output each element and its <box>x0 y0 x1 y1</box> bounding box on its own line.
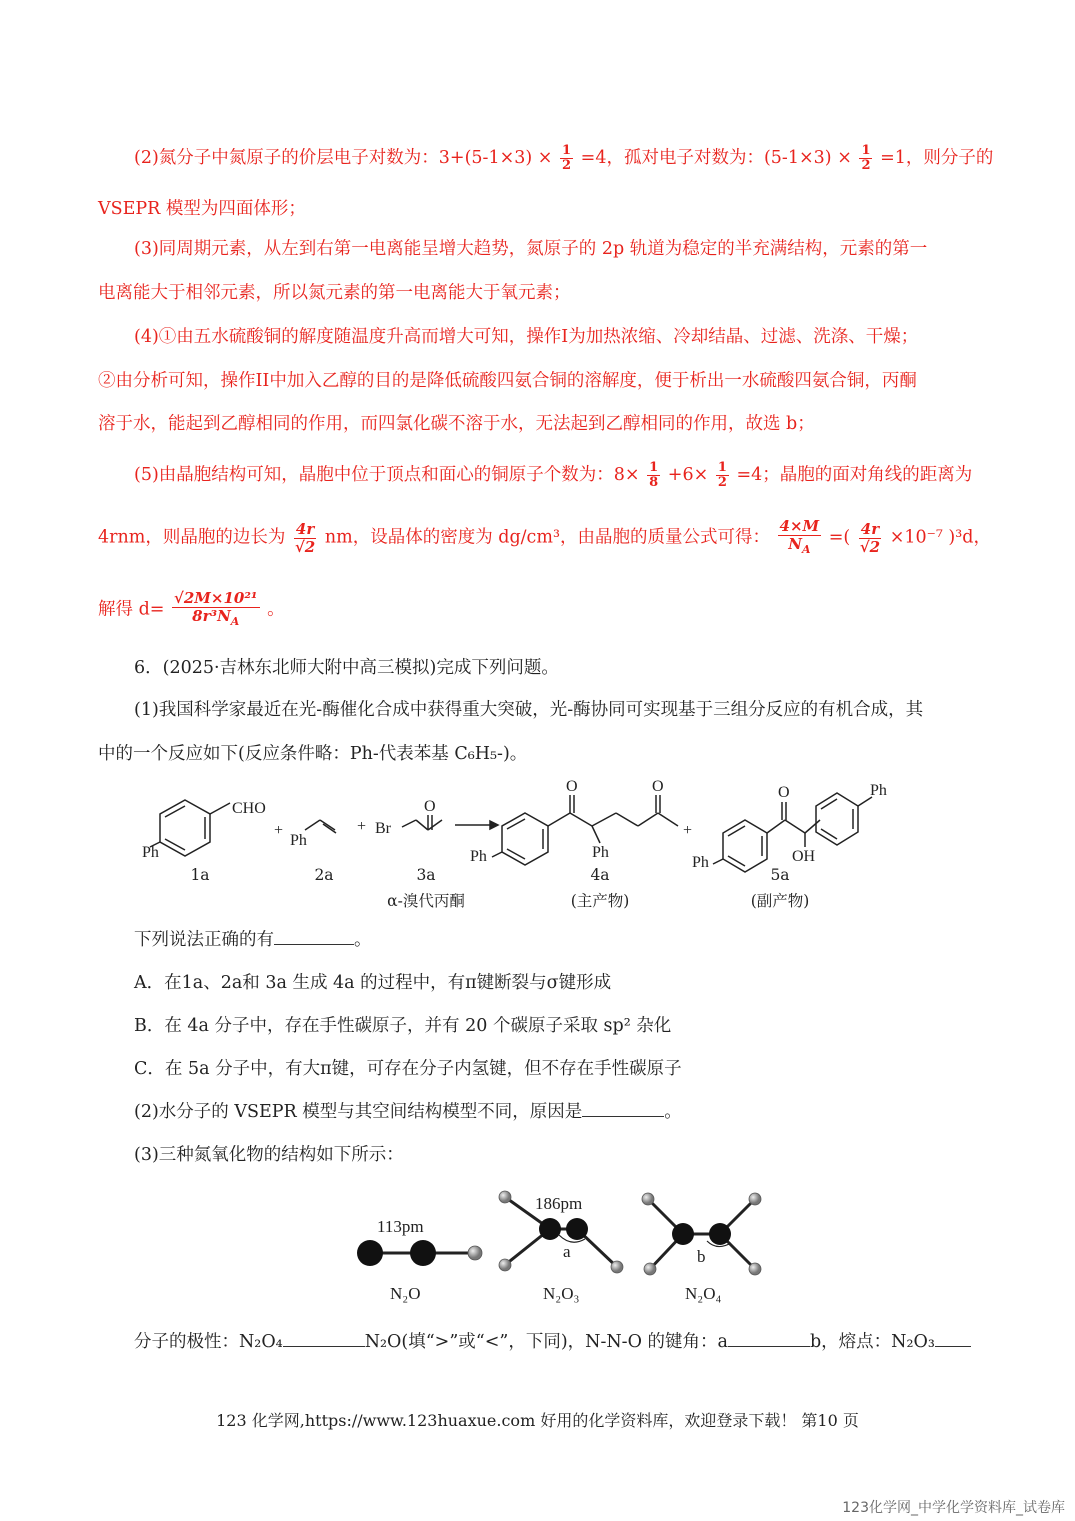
oxygen-atom <box>749 1263 761 1275</box>
frac-num: 1 <box>717 460 727 475</box>
frac-den-sub: A <box>801 543 811 556</box>
oh-label: OH <box>792 848 816 865</box>
ph-label: Ph <box>470 848 487 865</box>
formula-n2o: N₂O <box>390 1284 421 1303</box>
question-3: (3)三种氮氧化物的结构如下所示： <box>134 1145 404 1165</box>
ph-label: Ph <box>142 844 159 861</box>
nitrogen-atom <box>672 1223 694 1245</box>
plus-sign: + <box>274 822 284 839</box>
oxygen-atom <box>499 1259 511 1271</box>
ph-label: Ph <box>592 844 609 861</box>
question-text: b，熔点：N₂O₃ <box>809 1332 935 1352</box>
fraction-edge <box>293 521 317 556</box>
formula-n2o4: N₂O₄ <box>685 1284 722 1303</box>
br-label: Br <box>375 820 391 837</box>
answer-text: 解得 d= <box>98 599 165 620</box>
answer-text: 4rnm，则晶胞的边长为 <box>98 527 286 548</box>
note-5a: (副产物) <box>750 892 810 910</box>
fraction-mass <box>778 518 822 558</box>
frac-den: 8 <box>649 475 659 490</box>
frac-num: 1 <box>562 143 572 158</box>
benzene-ring-4a <box>502 813 548 865</box>
frac-num: 1 <box>649 460 659 475</box>
fraction-half <box>716 461 729 490</box>
fraction-half <box>859 144 872 173</box>
frac-den: √2 <box>294 537 316 556</box>
note-4a: (主产物) <box>570 892 630 910</box>
answer-blank[interactable] <box>582 1100 664 1117</box>
frac-num: 4r <box>860 519 880 538</box>
question-text: (2)水分子的 VSEPR 模型与其空间结构模型不同，原因是 <box>134 1102 583 1122</box>
frac-num: 1 <box>861 143 871 158</box>
frac-num: √2M×10²¹ <box>174 589 258 607</box>
oxygen-atom <box>644 1263 656 1275</box>
oxygen-atom <box>468 1246 482 1260</box>
option-a: A．在1a、2a和 3a 生成 4a 的过程中，有π键断裂与σ键形成 <box>134 973 612 993</box>
answer-p2-line1 <box>134 144 993 173</box>
answer-p3-line2: 电离能大于相邻元素，所以氮元素的第一电离能大于氧元素； <box>98 283 571 303</box>
ph-label: Ph <box>692 854 709 871</box>
cho-label: CHO <box>232 800 266 817</box>
times-sign: × <box>537 148 553 168</box>
watermark: 123化学网_中学化学资料库_试卷库 <box>842 1500 1065 1516</box>
label-3a: 3a <box>416 866 436 884</box>
answer-text: nm，设晶体的密度为 dg/cm³，由晶胞的质量公式可得： <box>324 527 770 548</box>
frac-den: 2 <box>562 158 572 173</box>
answer-text: ×10⁻⁷ )³d， <box>889 527 991 548</box>
question-3-blanks <box>134 1330 971 1354</box>
answer-p2-line2: VSEPR 模型为四面体形； <box>98 199 306 219</box>
answer-p4-line2: ②由分析可知，操作II中加入乙醇的目的是降低硫酸四氨合铜的溶解度，便于析出一水硫酸四氨合铜，丙酮 <box>98 371 917 391</box>
q6-p1-line2: 中的一个反应如下(反应条件略：Ph-代表苯基 C₆H₅-)。 <box>98 744 528 764</box>
plus-sign: + <box>357 818 367 835</box>
answer-p5-line3 <box>98 590 285 630</box>
angle-b-label: b <box>697 1247 706 1266</box>
fraction-half <box>560 144 573 173</box>
o-label: O <box>778 784 790 801</box>
answer-text: =1，则分子的 <box>880 148 994 168</box>
answer-p3-line1: (3)同周期元素，从左到右第一电离能呈增大趋势，氮原子的 2p 轨道为稳定的半充满结构，元素的第一 <box>134 239 928 259</box>
answer-blank[interactable] <box>935 1330 971 1347</box>
frac-den: 2 <box>717 475 727 490</box>
question-statement <box>134 928 372 952</box>
q6-p1-line1: (1)我国科学家最近在光-酶催化合成中获得重大突破，光-酶协同可实现基于三组分反应的有机合成，其 <box>134 700 924 720</box>
label-5a: 5a <box>770 866 790 884</box>
ph-label: Ph <box>870 782 887 799</box>
nitrogen-atom <box>709 1223 731 1245</box>
benzene-ring-1a <box>160 800 210 856</box>
benzene-ring-5a-left <box>723 820 767 872</box>
frac-den <box>786 536 812 558</box>
o-label: O <box>566 778 578 795</box>
answer-p5-line2 <box>98 518 991 558</box>
oxygen-atom <box>611 1261 623 1273</box>
answer-text: =4；晶胞的面对角线的距离为 <box>736 465 973 485</box>
answer-blank[interactable] <box>274 928 354 945</box>
answer-text: (2)氮分子中氮原子的价层电子对数为：3+(5-1×3) <box>134 148 533 168</box>
label-4a: 4a <box>590 866 610 884</box>
question-text: 。 <box>354 930 372 950</box>
answer-text: (5)由晶胞结构可知，晶胞中位于顶点和面心的铜原子个数为：8× <box>134 465 640 485</box>
fraction-eighth <box>647 461 660 490</box>
o-label: O <box>652 778 664 795</box>
label-1a: 1a <box>190 866 210 884</box>
times-sign: × <box>837 148 852 168</box>
page-footer: 123 化学网,https://www.123huaxue.com 好用的化学资料库，欢迎登录下载！ 第10 页 <box>216 1411 859 1430</box>
label-2a: 2a <box>314 866 334 884</box>
answer-text: =4，孤对电子对数为：(5-1×3) <box>580 148 832 168</box>
frac-den-sub: A <box>230 615 240 628</box>
fraction-density <box>172 590 259 630</box>
angle-a-label: a <box>563 1242 571 1261</box>
question-text: N₂O(填“>”或“<”，下同)，N-N-O 的键角：a <box>364 1332 728 1352</box>
frac-den: 2 <box>861 158 871 173</box>
oxygen-atom <box>749 1193 761 1205</box>
fraction-edge <box>858 521 882 556</box>
o-label: O <box>424 798 436 815</box>
option-c: C．在 5a 分子中，有大π键，可存在分子内氢键，但不存在手性碳原子 <box>134 1059 682 1079</box>
answer-blank[interactable] <box>283 1330 365 1347</box>
option-b: B．在 4a 分子中，存在手性碳原子，并有 20 个碳原子采取 sp² 杂化 <box>134 1016 672 1036</box>
answer-blank[interactable] <box>728 1330 810 1347</box>
name-3a: α-溴代丙酮 <box>387 892 465 910</box>
frac-den <box>190 608 241 630</box>
bond-length-n2o: 113pm <box>377 1217 424 1236</box>
answer-p4-line1: (4)①由五水硫酸铜的解度随温度升高而增大可知，操作I为加热浓缩、冷却结晶、过滤、洗涤、干燥； <box>134 327 919 347</box>
q6-title: 6．(2025·吉林东北师大附中高三模拟)完成下列问题。 <box>134 658 559 678</box>
benzene-ring-5a-right <box>816 793 858 845</box>
answer-text: 。 <box>267 599 285 620</box>
oxygen-atom <box>499 1191 511 1203</box>
frac-num: 4×M <box>779 517 820 535</box>
frac-den: √2 <box>859 537 881 556</box>
oxygen-atom <box>642 1193 654 1205</box>
answer-text: +6× <box>667 465 709 485</box>
nitrogen-atom <box>539 1218 561 1240</box>
frac-num: 4r <box>295 519 315 538</box>
question-2 <box>134 1100 682 1124</box>
question-text: 。 <box>664 1102 682 1122</box>
ph-label: Ph <box>290 832 307 849</box>
bond-length-n2o3: 186pm <box>535 1194 583 1213</box>
answer-text: =( <box>828 527 851 548</box>
nitrogen-atom <box>357 1240 383 1266</box>
nitrogen-atom <box>566 1218 588 1240</box>
answer-p5-line1 <box>134 461 972 490</box>
answer-p4-line3: 溶于水，能起到乙醇相同的作用，而四氯化碳不溶于水，无法起到乙醇相同的作用，故选 b； <box>98 414 815 434</box>
nitrogen-atom <box>410 1240 436 1266</box>
frac-den-main: N <box>788 535 802 553</box>
question-text: 下列说法正确的有 <box>134 930 274 950</box>
plus-sign: + <box>683 822 693 839</box>
nitrogen-oxides-figure <box>345 1185 775 1315</box>
frac-den-main: 8r³N <box>192 607 231 625</box>
formula-n2o3: N₂O₃ <box>543 1284 580 1303</box>
question-text: 分子的极性：N₂O₄ <box>134 1332 283 1352</box>
